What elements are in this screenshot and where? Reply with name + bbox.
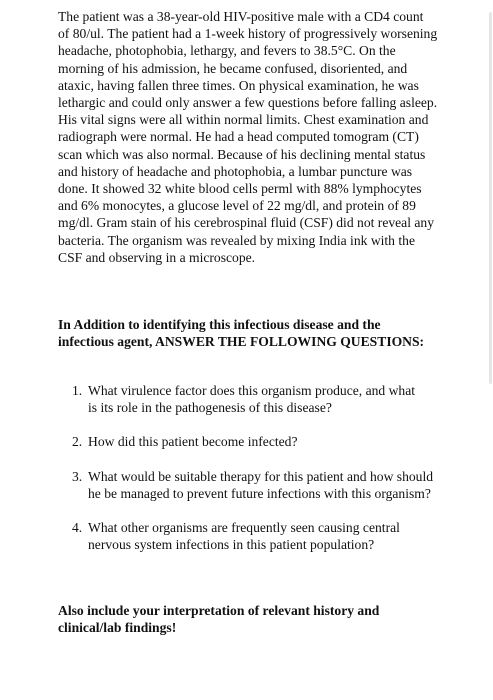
scrollbar-thumb[interactable] — [489, 12, 492, 384]
question-number: 2. — [72, 434, 83, 450]
vertical-scrollbar[interactable] — [487, 0, 493, 700]
question-number: 1. — [72, 383, 83, 398]
case-description-paragraph: The patient was a 38-year-old HIV-positive male with a CD4 count of 80/ul. The patient had a 1-week history of progressively worsening headache, photophobia, lethargy, and fevers to 38.5°C. On the morning of his admission, he became confused, disoriented, and ataxic, having fallen three times. On physical examination, he was lethargic and could only answer a few questions before falling asleep. His vital signs were all within normal limits. Chest examination and radiograph were normal. He had a head computed tomogram (CT) scan which was also normal. Because of his declining mental status and history of headache and photophobia, a lumbar puncture was done. It showed 32 white blood cells perml with 88% lymphocytes and 6% monocytes, a glucose level of 22 mg/dl, and protein of 89 mg/dl. Gram stain of his cerebrospinal fluid (CSF) did not reveal any bacteria. The organism was revealed by mixing India ink with the CSF and observing in a microscope. — [58, 9, 438, 265]
question-text: What virulence factor does this organism produce, and what is its role in the pathogenesis of this disease? — [88, 383, 416, 416]
closing-note: Also include your interpretation of relevant history and clinical/lab findings! — [58, 603, 380, 636]
question-number: 4. — [72, 520, 83, 536]
question-text: What would be suitable therapy for this patient and how should he be managed to prevent future infections with this organism? — [88, 468, 434, 501]
question-item-1 — [58, 382, 448, 416]
instructions-heading: In Addition to identifying this infectious disease and the infectious agent, ANSWER THE FOLLOWING QUESTIONS: — [58, 317, 425, 350]
question-text: How did this patient become infected? — [88, 434, 298, 450]
question-item-2 — [58, 433, 448, 450]
question-item-3 — [58, 468, 448, 502]
question-text: What other organisms are frequently seen causing central nervous system infections in this patient population? — [88, 520, 400, 553]
question-item-4 — [58, 519, 448, 553]
questions-list — [58, 382, 448, 553]
question-number: 3. — [72, 468, 83, 484]
